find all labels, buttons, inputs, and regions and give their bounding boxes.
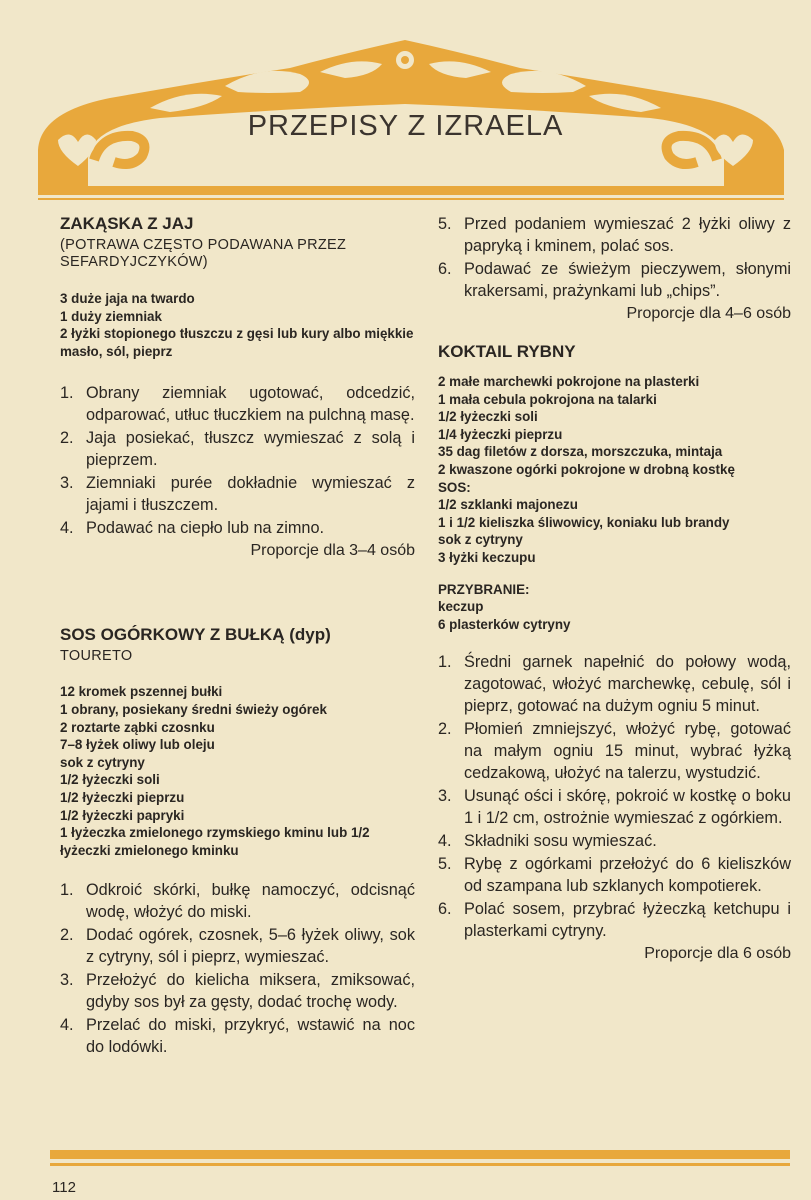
step-list-continued	[438, 213, 791, 302]
step-text: Rybę z ogórkami przełożyć do 6 kieliszków od szampana lub szklanych kompotierek.	[464, 855, 791, 896]
step-number: 5.	[438, 215, 452, 233]
step-item	[438, 651, 791, 717]
ingredient-item: 1/2 łyżeczki pieprzu	[60, 789, 185, 805]
step-text: Przed podaniem wymieszać 2 łyżki oliwy z papryką i kminem, polać sos.	[464, 215, 791, 255]
step-number: 4.	[60, 1016, 74, 1035]
proportions: Proporcje dla 3–4 osób	[250, 542, 415, 560]
sauce-label: SOS:	[438, 479, 471, 495]
step-text: Podawać na ciepło lub na zimno.	[86, 519, 325, 538]
step-item	[60, 472, 415, 516]
sauce-item: 1 i 1/2 kieliszka śliwowicy, koniaku lub brandy	[438, 514, 730, 530]
step-item	[438, 718, 791, 784]
step-item	[438, 213, 791, 257]
ornamental-frame-icon	[0, 0, 811, 200]
step-text: Podawać ze świeżym pieczywem, słonymi krakersami, prażynkami lub „chips”.	[464, 260, 791, 300]
step-item	[438, 785, 791, 829]
ingredient-item: 1 mała cebula pokrojona na talarki	[438, 391, 657, 407]
sauce-item: sok z cytryny	[438, 532, 523, 548]
step-item	[60, 879, 415, 923]
step-number: 1.	[60, 384, 74, 403]
sauce-item: 3 łyżki keczupu	[438, 549, 536, 565]
title-banner	[0, 0, 811, 200]
step-text: Polać sosem, przybrać łyżeczką ketchupu i plasterkami cytryny.	[464, 900, 791, 941]
step-item	[60, 427, 415, 471]
recipe-title: KOKTAIL RYBNY	[438, 342, 576, 361]
ingredient-item: 1 łyżeczka zmielonego rzymskiego kminu lub 1/2 łyżeczki zmielonego kminku	[60, 825, 370, 858]
step-item	[60, 517, 415, 539]
recipe-sos-ogorkowy	[60, 624, 415, 1058]
footer-band-icon	[50, 1150, 790, 1172]
recipe-title: ZAKĄSKA Z JAJ	[60, 214, 194, 233]
step-item	[438, 830, 791, 852]
step-text: Średni garnek napełnić do połowy wodą, zagotować, włożyć marchewkę, cebulę, sól i pieprz, gotować na dużym ogniu 5 minut.	[464, 653, 791, 716]
step-item	[438, 898, 791, 942]
step-number: 3.	[60, 971, 74, 990]
recipe-koktail-rybny	[438, 341, 791, 965]
proportions: Proporcje dla 4–6 osób	[626, 305, 791, 322]
step-text: Ziemniaki purée dokładnie wymieszać z jajami i tłuszczem.	[86, 474, 415, 515]
step-number: 4.	[60, 519, 74, 538]
ingredient-item: 1 obrany, posiekany średni świeży ogórek	[60, 701, 327, 717]
garnish-list	[438, 581, 791, 634]
step-list	[438, 651, 791, 942]
ingredient-item: 1/2 łyżeczki papryki	[60, 807, 185, 823]
left-column	[60, 213, 415, 1059]
step-number: 2.	[438, 720, 452, 739]
ingredient-item: 3 duże jaja na twardo	[60, 291, 195, 306]
ingredient-item: 2 roztarte ząbki czosnku	[60, 719, 215, 735]
garnish-label: PRZYBRANIE:	[438, 581, 530, 597]
step-number: 2.	[60, 926, 74, 945]
recipe-subtitle: TOURETO	[60, 648, 133, 665]
step-text: Przełożyć do kielicha miksera, zmiksować, gdyby sos był za gęsty, dodać trochę wody.	[86, 971, 415, 1012]
step-item	[60, 969, 415, 1013]
step-item	[60, 924, 415, 968]
step-number: 6.	[438, 260, 452, 278]
step-item	[438, 258, 791, 302]
proportions: Proporcje dla 6 osób	[644, 945, 791, 963]
ingredient-item: 1 duży ziemniak	[60, 308, 162, 324]
right-column	[438, 213, 791, 965]
ingredient-item: 7–8 łyżek oliwy lub oleju	[60, 737, 215, 753]
ingredient-item: 35 dag filetów z dorsza, morszczuka, mintaja	[438, 444, 723, 460]
page-title: PRZEPISY Z IZRAELA	[247, 110, 564, 142]
step-number: 1.	[60, 881, 74, 900]
step-number: 6.	[438, 900, 452, 919]
step-item	[60, 382, 415, 426]
garnish-item: 6 plasterków cytryny	[438, 616, 571, 632]
step-text: Odkroić skórki, bułkę namoczyć, odcisnąć wodę, włożyć do miski.	[86, 881, 415, 922]
step-list	[60, 879, 415, 1058]
step-text: Przelać do miski, przykryć, wstawić na noc do lodówki.	[86, 1016, 415, 1057]
step-text: Obrany ziemniak ugotować, odcedzić, odparować, utłuc tłuczkiem na pulchną masę.	[86, 384, 415, 425]
step-text: Płomień zmniejszyć, włożyć rybę, gotować na małym ogniu 15 minut, wybrać łyżką cedzakową, ułożyć na talerzu, wystudzić.	[464, 720, 791, 783]
step-number: 3.	[438, 787, 452, 806]
page-number: 112	[52, 1179, 76, 1196]
step-number: 4.	[438, 832, 452, 851]
ingredient-item: 1/2 łyżeczki soli	[60, 772, 160, 788]
step-text: Składniki sosu wymieszać.	[464, 832, 657, 851]
ingredient-item: 2 kwaszone ogórki pokrojone w drobną kostkę	[438, 461, 735, 477]
recipe-subtitle: (POTRAWA CZĘSTO PODAWANA PRZEZ SEFARDYJCZYKÓW)	[60, 237, 347, 270]
ingredient-item: 1/4 łyżeczki pieprzu	[438, 426, 563, 442]
step-number: 3.	[60, 474, 74, 493]
ingredient-item: 1/2 łyżeczki soli	[438, 409, 538, 425]
garnish-item: keczup	[438, 599, 484, 615]
step-text: Usunąć ości i skórę, pokroić w kostkę o boku 1 i 1/2 cm, ostrożnie wymieszać z ogórkiem.	[464, 787, 791, 828]
step-item	[438, 853, 791, 897]
step-text: Jaja posiekać, tłuszcz wymieszać z solą i pieprzem.	[86, 429, 415, 470]
ingredient-list	[60, 683, 415, 859]
recipe-zakaska-z-jaj	[60, 213, 415, 562]
ingredient-item: 12 kromek pszennej bułki	[60, 684, 223, 700]
recipe-title: SOS OGÓRKOWY Z BUŁKĄ (dyp)	[60, 625, 331, 645]
step-text: Dodać ogórek, czosnek, 5–6 łyżek oliwy, sok z cytryny, sól i pieprz, wymieszać.	[86, 926, 415, 967]
ingredient-item: 2 łyżki stopionego tłuszczu z gęsi lub kury albo miękkie masło, sól, pieprz	[60, 326, 414, 359]
ingredient-item: sok z cytryny	[60, 754, 145, 770]
step-number: 1.	[438, 653, 452, 672]
step-item	[60, 1014, 415, 1058]
step-number: 2.	[60, 429, 74, 448]
sauce-item: 1/2 szklanki majonezu	[438, 497, 578, 513]
ingredient-item: 2 małe marchewki pokrojone na plasterki	[438, 374, 700, 389]
ingredient-list	[438, 373, 791, 567]
step-number: 5.	[438, 855, 452, 874]
step-list	[60, 382, 415, 539]
ingredient-list	[60, 290, 415, 360]
